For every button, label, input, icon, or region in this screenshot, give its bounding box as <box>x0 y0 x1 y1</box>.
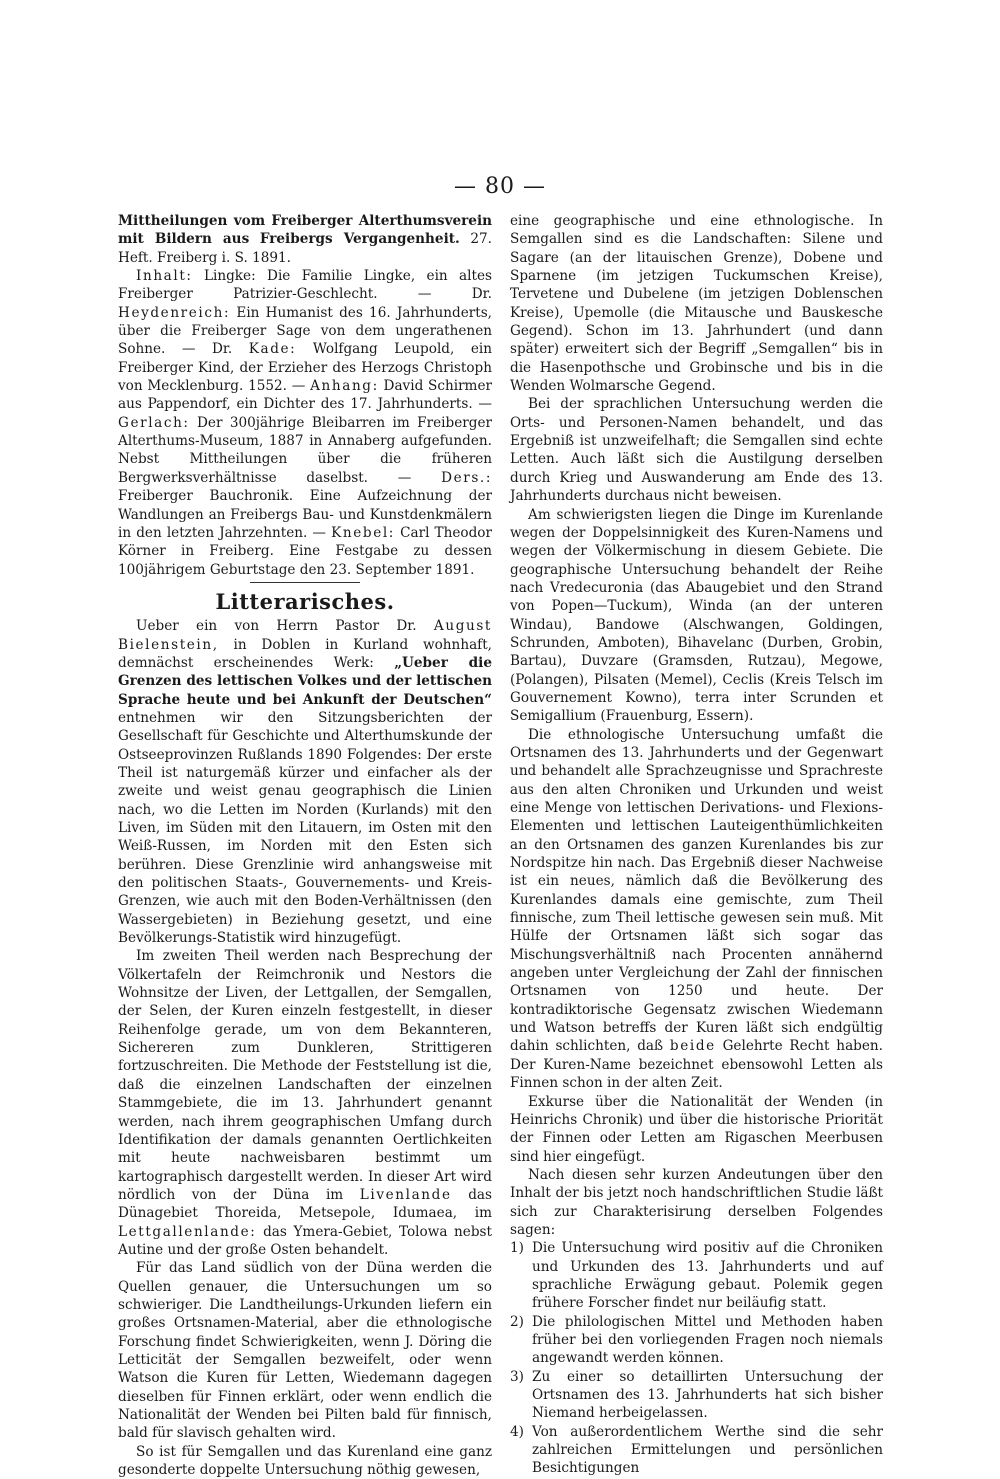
separator-rule <box>250 582 360 583</box>
paragraph <box>118 947 492 1259</box>
author-name: Heydenreich: <box>118 304 231 321</box>
list-number: 3) <box>510 1368 524 1385</box>
list-item <box>510 1368 883 1423</box>
work-title: „Ueber die Grenzen des lettischen Volkes und der lettischen Sprache heute und bei Ankunft der Deutschen“ <box>118 654 492 708</box>
contents-text: Der 300jährige Bleibarren im Freiberger Alterthums-Museum, 1887 in Annaberg aufgefunden. Nebst Mittheilungen über die früheren Bergwerksverhältnisse daselbst. — <box>118 414 492 486</box>
paragraph: Bei der sprachlichen Untersuchung werden die Orts- und Personen-Namen behandelt, und das Ergebniß ist unzweifelhaft; die Semgallen sind echte Letten. Auch läßt sich die Austilgung derselben durch Krieg und Auswanderung am Ende des 13. Jahrhunderts durchaus nicht beweisen. <box>510 396 883 505</box>
list-number: 4) <box>510 1423 524 1440</box>
contents-text: David Schirmer aus Pappendorf, ein Dichter des 17. Jahrhunderts. — <box>118 378 492 413</box>
list-item <box>510 1423 883 1478</box>
list-text: Von außerordentlichem Werthe sind die sehr zahlreichen Ermittelungen und persönlichen Besichtigungen <box>532 1423 883 1477</box>
text-run: das Ymera-Gebiet, Tolowa nebst Autine und der große Osten behandelt. <box>118 1223 492 1258</box>
list-text: Die Untersuchung wird positiv auf die Chroniken und Urkunden des 13. Jahrhunderts und auf sprachliche Erwägung gebaut. Polemik gegen frühere Forscher findet nur beiläufig statt. <box>532 1240 883 1312</box>
list-text: Zu einer so detaillirten Untersuchung der Ortsnamen des 13. Jahrhunderts hat sich bisher Niemand herbeigelassen. <box>532 1368 883 1422</box>
notice-title-continued: Freibergs Vergangenheit. <box>259 231 460 248</box>
contents-label: Inhalt: <box>136 268 193 285</box>
contents-text: Wolfgang Leupold, ein Freiberger Kind, der Erzieher des Herzogs Christoph von Mecklenburg. 1552. — <box>118 341 492 395</box>
text-run: Die ethnologische Untersuchung umfaßt die Ortsnamen des 13. Jahrhunderts und der Gegenwart und behandelt alle Sprachzeugnisse und Sprachreste aus den alten Chroniken und Urkunden und weist eine Menge von lettischen Derivations- und Flexions-Elementen und lettischen Lauteigenthümlichkeiten an den Ortsnamen des ganzen Kurenlandes bis zur Nordspitze hin nach. Das Ergebniß dieser Nachweise ist ein neues, nämlich daß die Bevölkerung des Kurenlandes damals eine gemischte, zum Theil finnische, zum Theil lettische gewesen sein muß. Mit Hülfe der Ortsnamen läßt sich sogar das Mischungsverhältniß nach Procenten annähernd angeben unter Vergleichung der Zahl der finnischen Ortsnamen von 1250 und heute. Der kontradiktorische Gegensatz zwischen Wiedemann und Watson betreffs der Kuren läßt sich endgültig dahin schlichten, daß <box>510 726 883 1055</box>
association-notice <box>118 212 492 267</box>
left-column <box>118 212 492 1479</box>
paragraph <box>510 726 883 1093</box>
region-name: Livenlande <box>359 1186 452 1203</box>
numbered-list <box>510 1239 883 1477</box>
contents-text: Ein Humanist des 16. Jahrhunderts, über die Freiberger Sage von dem ungerathenen Sohne. — Dr. <box>118 304 493 358</box>
text-run: das Dünagebiet Thoreida, Metsepole, Idumaea, im <box>118 1186 492 1222</box>
text-run: in Doblen in Kurland wohnhaft, demnächst erscheinendes Werk: <box>118 636 492 671</box>
list-number: 2) <box>510 1313 524 1330</box>
right-column <box>510 212 883 1478</box>
author-name: Kade: <box>248 341 297 358</box>
list-text: Die philologischen Mittel und Methoden haben früher bei den vorliegenden Fragen noch niemals angewandt werden können. <box>532 1313 883 1367</box>
text-run: entnehmen wir den Sitzungsberichten der Gesellschaft für Geschichte und Alterthumskunde der Ostseeprovinzen Rußlands 1890 Folgendes: Der erste Theil ist naturgemäß kürzer und einfacher als der zweite und weist genau geographisch die Linien nach, wo die Letten im Norden (Kurlands) mit den Liven, im Süden mit den Litauern, im Osten mit den Weiß-Russen, im Norden mit den Esten sich berühren. Diese Grenzlinie wird anhangsweise mit den politischen Staats-, Gouvernements- und Kreis-Grenzen, wie auch mit den Boden-Verhältnissen (den Wassergebieten) in Beziehung gesetzt, und eine Bevölkerungs-Statistik wird hinzugefügt. <box>118 709 492 947</box>
author-name: Knebel: <box>331 524 395 541</box>
region-name: Lettgallenlande: <box>118 1223 257 1240</box>
contents-paragraph <box>118 267 492 579</box>
notice-title: Mittheilungen vom Freiberger Alterthumsverein mit Bildern aus <box>118 213 492 248</box>
paragraph: So ist für Semgallen und das Kurenland eine ganz gesonderte doppelte Untersuchung nöthig gewesen, <box>118 1443 492 1479</box>
emphasis: beide <box>669 1038 716 1055</box>
paragraph <box>118 617 492 947</box>
list-number: 1) <box>510 1240 524 1257</box>
author-name: August Bielenstein, <box>118 618 492 653</box>
paragraph: Nach diesen sehr kurzen Andeutungen über den Inhalt der bis jetzt noch handschriftlichen Studie läßt sich zur Charakterisirung derselben Folgendes sagen: <box>510 1166 883 1238</box>
paragraph: Für das Land südlich von der Düna werden die Quellen genauer, die Untersuchungen um so schwieriger. Die Landtheilungs-Urkunden liefern ein großes Ortsnamen-Material, aber die ethnologische Forschung findet Schwierigkeiten, wenn J. Döring die Letticität der Semgallen bezweifelt, oder wenn Watson die Kuren für Letten, Wiedemann dagegen dieselben für Finnen erklärt, oder wenn endlich die Nationalität der Wenden bei Pilten bald für finnisch, bald für slavisch gehalten wird. <box>118 1260 492 1442</box>
contents-text: Lingke: Die Familie Lingke, ein altes Freiberger Patrizier-Geschlecht. — Dr. <box>118 268 492 303</box>
contents-text: Carl Theodor Körner in Freiberg. Eine Festgabe zu dessen 100jährigem Geburtstage den 23. September 1891. <box>118 524 492 578</box>
text-run: Im zweiten Theil werden nach Besprechung der Völkertafeln der Reimchronik und Nestors die Wohnsitze der Liven, der Lettgallen, der Semgallen, der Selen, der Kuren einzeln festgestellt, in dieser Reihenfolge gerade, um von dem Bekannteren, Sichereren zum Dunkleren, Strittigeren fortzuschreiten. Die Methode der Feststellung ist die, daß die einzelnen Landschaften der einzelnen Stammgebiete, die im 13. Jahrhundert genannt werden, nach ihrem geographischen Umfang durch Identifikation der damals genannten Oertlichkeiten mit heute nachweisbaren bestimmt um kartographisch dargestellt werden. In dieser Art wird nördlich von der Düna im <box>118 948 492 1203</box>
paragraph: Exkurse über die Nationalität der Wenden (in Heinrichs Chronik) und über die historische Priorität der Finnen oder Letten am Rigaschen Meerbusen sind hier eingefügt. <box>510 1093 883 1165</box>
text-run: Gelehrte Recht haben. Der Kuren-Name bezeichnet ebensowohl Letten als Finnen schon in der alten Zeit. <box>510 1038 883 1092</box>
appendix-label: Anhang: <box>310 378 379 395</box>
paragraph: Am schwierigsten liegen die Dinge im Kurenlande wegen der Doppelsinnigkeit des Kuren-Namens und wegen der Völkermischung in diesem Gebiete. Die geographische Untersuchung behandelt der Reihe nach Vredecuronia (das Abaugebiet und den Strand von Popen—Tuckum), Winda (an der unteren Windau), Bandowe (Alschwangen, Goldingen, Schrunden, Amboten), Bihavelanc (Durben, Grobin, Bartau), Duvzare (Gramsden, Rutzau), Megowe, (Polangen), Pilsaten (Memel), Ceclis (Kreis Telsch im Gouvernement Kowno), terra inter Scrunden et Semigallium (Frauenburg, Essern). <box>510 506 883 725</box>
text-run: Ueber ein von Herrn Pastor Dr. <box>136 618 417 635</box>
list-item <box>510 1313 883 1368</box>
section-heading: Litterarisches. <box>215 588 395 614</box>
paragraph: eine geographische und eine ethnologische. In Semgallen sind es die Landschaften: Silene und Sagare (an der litauischen Grenze), Dobene und Sparnene (im jetzigen Tuckumschen Kreise), Tervetene und Dubelene (im jetzigen Doblenschen Kreise), Upemolle (die Mitausche und Bauskesche Gegend). Schon im 13. Jahrhundert (und dann später) erweitert sich der Begriff „Semgallen“ bis in die Hasenpothsche und Grobinsche und bis in die Wenden Wolmarsche Gegend. <box>510 213 883 395</box>
list-item <box>510 1239 883 1312</box>
page-number: — 80 — <box>454 174 546 199</box>
author-name: Gerlach: <box>118 414 190 431</box>
contents-text: Freiberger Bauchronik. Eine Aufzeichnung der Wandlungen an Freibergs Bau- und Kunstdenkmälern in den letzten Jahrzehnten. — <box>118 488 492 541</box>
notice-meta: 27. Heft. Freiberg i. S. 1891. <box>118 231 492 266</box>
author-name: Ders.: <box>441 469 492 486</box>
